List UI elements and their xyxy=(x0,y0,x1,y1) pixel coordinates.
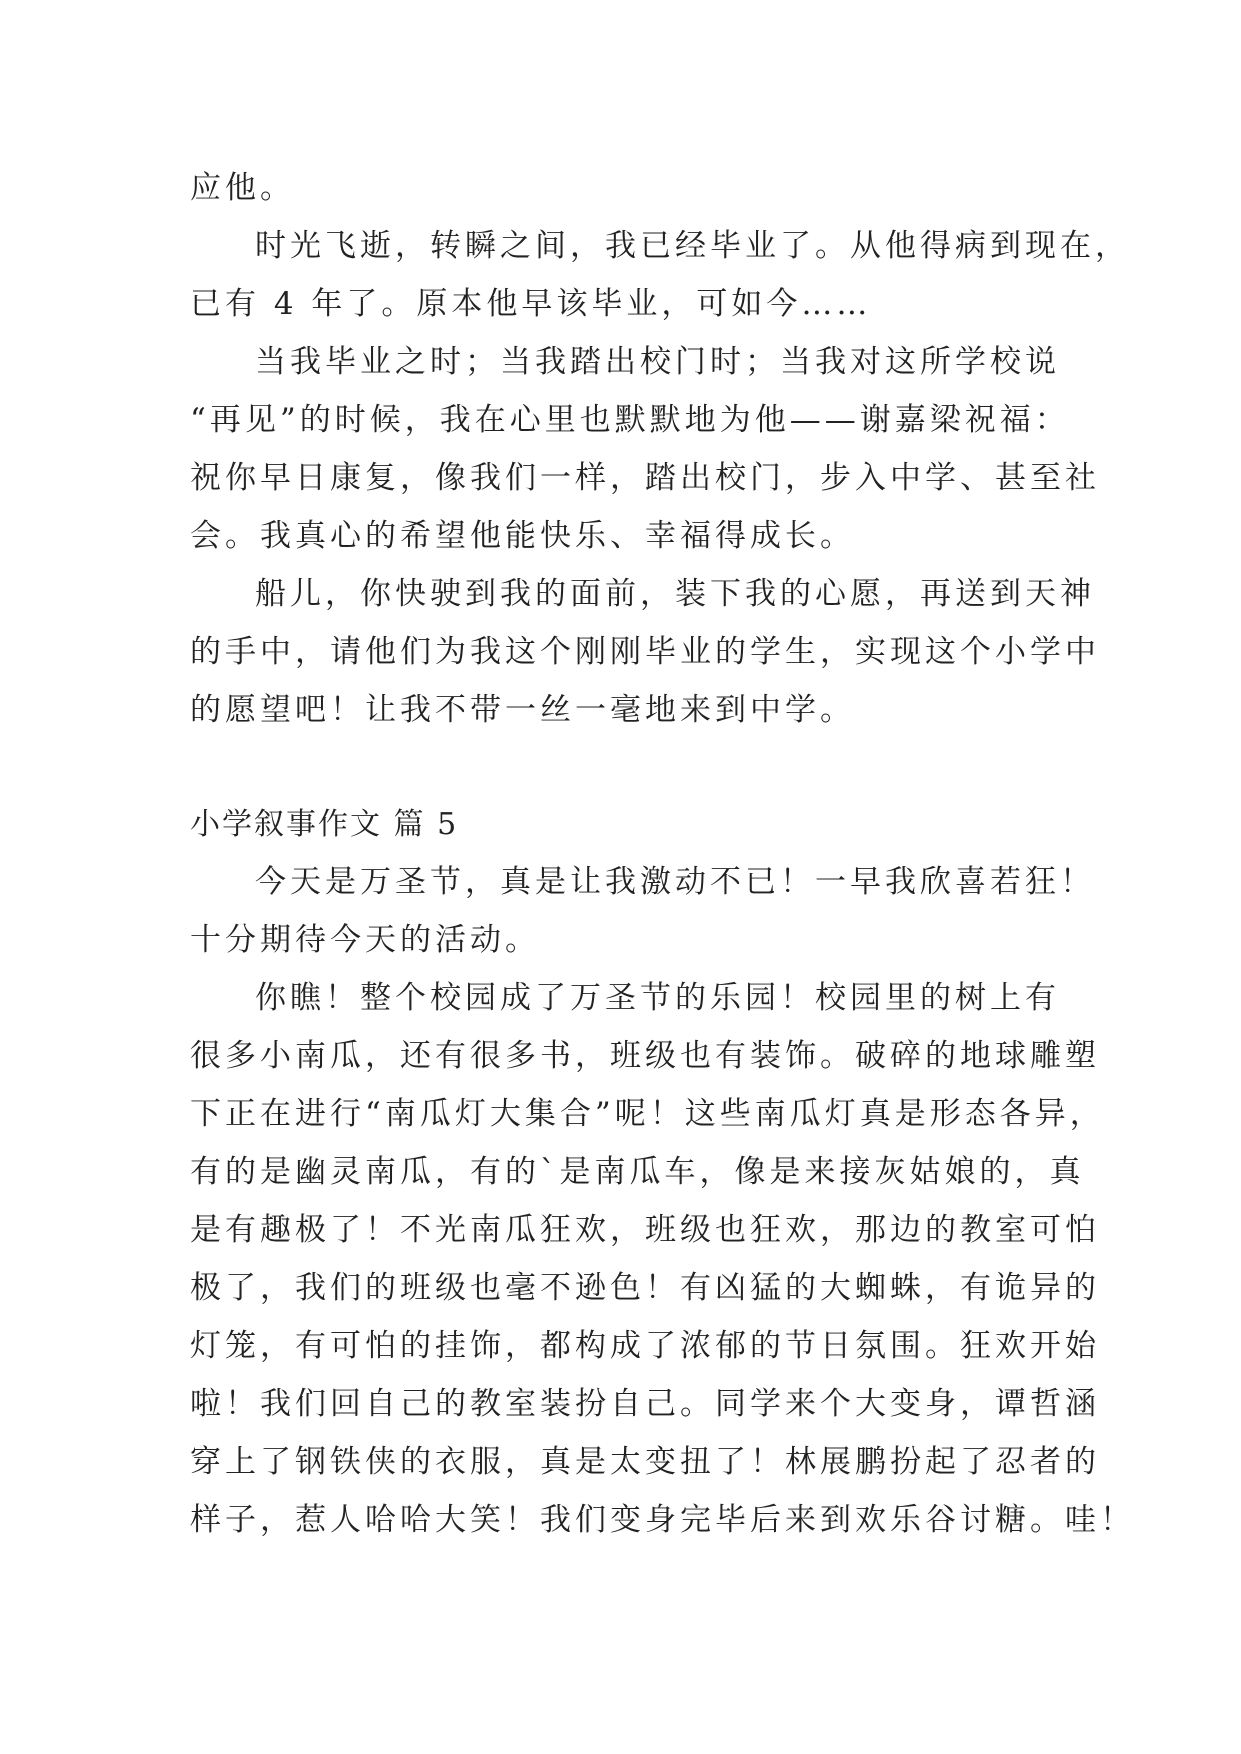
paragraph-line: 灯笼，有可怕的挂饰，都构成了浓郁的节日氛围。狂欢开始 xyxy=(190,1328,1100,1364)
paragraph-line: 有的是幽灵南瓜，有的`是南瓜车，像是来接灰姑娘的，真 xyxy=(190,1154,1085,1190)
paragraph-line: 应他。 xyxy=(190,170,295,206)
paragraph-line: 穿上了钢铁侠的衣服，真是太变扭了！林展鹏扮起了忍者的 xyxy=(190,1444,1100,1480)
paragraph-line: 当我毕业之时；当我踏出校门时；当我对这所学校说 xyxy=(255,344,1060,380)
paragraph-line: 十分期待今天的活动。 xyxy=(190,922,540,958)
paragraph-line: 船儿，你快驶到我的面前，装下我的心愿，再送到天神 xyxy=(255,576,1095,612)
paragraph-line: 的愿望吧！让我不带一丝一毫地来到中学。 xyxy=(190,692,855,728)
paragraph-line: 会。我真心的希望他能快乐、幸福得成长。 xyxy=(190,518,855,554)
paragraph-line: “再见”的时候，我在心里也默默地为他——谢嘉梁祝福： xyxy=(190,402,1070,438)
paragraph-line: 样子，惹人哈哈大笑！我们变身完毕后来到欢乐谷讨糖。哇！ xyxy=(190,1502,1135,1538)
paragraph-line: 你瞧！整个校园成了万圣节的乐园！校园里的树上有 xyxy=(255,980,1060,1016)
paragraph-line: 今天是万圣节，真是让我激动不已！一早我欣喜若狂！ xyxy=(255,864,1095,900)
paragraph-line: 已有 4 年了。原本他早该毕业，可如今…… xyxy=(190,286,872,322)
paragraph-line: 时光飞逝，转瞬之间，我已经毕业了。从他得病到现在， xyxy=(255,228,1130,264)
paragraph-line: 下正在进行“南瓜灯大集合”呢！这些南瓜灯真是形态各异， xyxy=(190,1096,1105,1132)
paragraph-line: 极了，我们的班级也毫不逊色！有凶猛的大蜘蛛，有诡异的 xyxy=(190,1270,1100,1306)
paragraph-line: 啦！我们回自己的教室装扮自己。同学来个大变身，谭哲涵 xyxy=(190,1386,1100,1422)
paragraph-line: 是有趣极了！不光南瓜狂欢，班级也狂欢，那边的教室可怕 xyxy=(190,1212,1100,1248)
section-heading: 小学叙事作文 篇 5 xyxy=(190,807,459,842)
paragraph-line: 的手中，请他们为我这个刚刚毕业的学生，实现这个小学中 xyxy=(190,634,1100,670)
paragraph-line: 很多小南瓜，还有很多书，班级也有装饰。破碎的地球雕塑 xyxy=(190,1038,1100,1074)
paragraph-line: 祝你早日康复，像我们一样，踏出校门，步入中学、甚至社 xyxy=(190,460,1100,496)
